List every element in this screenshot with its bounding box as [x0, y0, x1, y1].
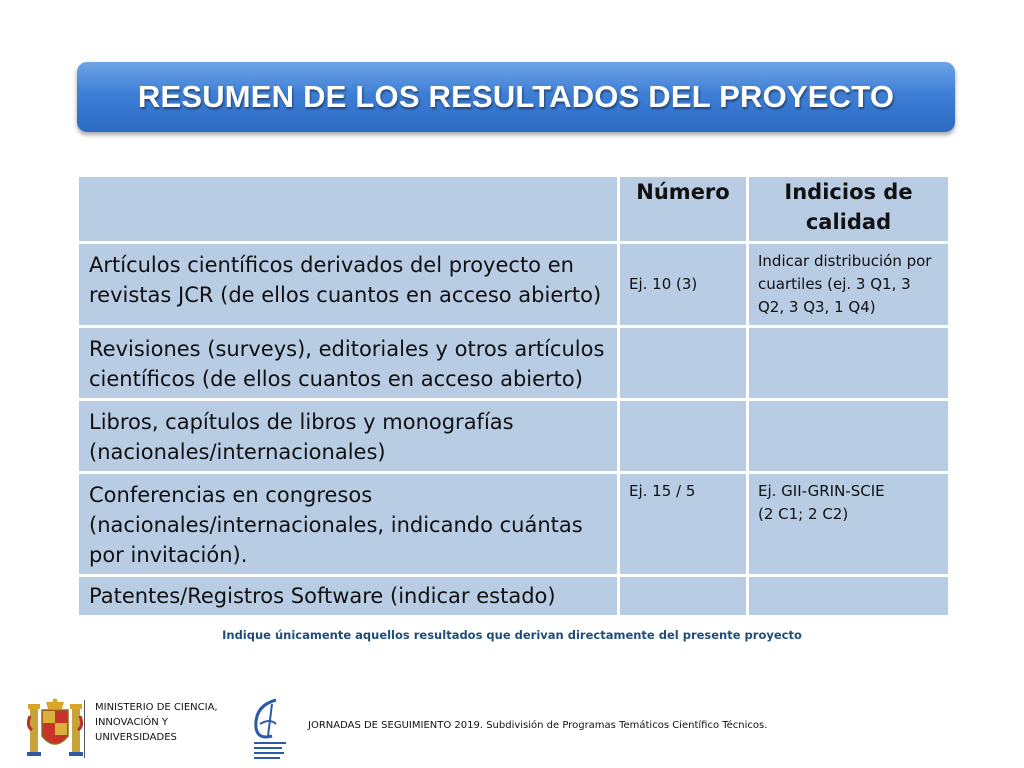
- row-numero: Ej. 15 / 5: [619, 473, 748, 576]
- footnote: Indique únicamente aquellos resultados que derivan directamente del presente proyecto: [222, 628, 802, 642]
- table-row: [78, 243, 950, 327]
- table-header-row: [78, 176, 950, 243]
- row-calidad: [748, 327, 950, 400]
- header-calidad: Indicios de calidad: [748, 176, 950, 243]
- row-calidad: Indicar distribución por cuartiles (ej. 3 Q1, 3 Q2, 3 Q3, 1 Q4): [748, 243, 950, 327]
- coat-of-arms-logo: [24, 696, 86, 760]
- table-row: [78, 576, 950, 617]
- ministry-name: MINISTERIO DE CIENCIA, INNOVACIÓN Y UNIVERSIDADES: [84, 700, 245, 758]
- row-numero: Ej. 10 (3): [619, 243, 748, 327]
- row-calidad: [748, 400, 950, 473]
- row-item: Libros, capítulos de libros y monografías (nacionales/internacionales): [78, 400, 619, 473]
- results-table: [76, 174, 951, 618]
- table-row: [78, 473, 950, 576]
- row-numero: [619, 400, 748, 473]
- row-numero: [619, 576, 748, 617]
- row-item: Artículos científicos derivados del proyecto en revistas JCR (de ellos cuantos en acceso abierto): [78, 243, 619, 327]
- table-row: [78, 400, 950, 473]
- row-item: Conferencias en congresos (nacionales/internacionales, indicando cuántas por invitación).: [78, 473, 619, 576]
- event-footer-text: JORNADAS DE SEGUIMIENTO 2019. Subdivisión de Programas Temáticos Científico Técnicos.: [308, 720, 768, 731]
- row-calidad: Ej. GII-GRIN-SCIE (2 C1; 2 C2): [748, 473, 950, 576]
- title-banner: [77, 62, 955, 132]
- header-item: [78, 176, 619, 243]
- row-numero: [619, 327, 748, 400]
- row-calidad: [748, 576, 950, 617]
- table-row: [78, 327, 950, 400]
- header-numero: Número: [619, 176, 748, 243]
- page-title: RESUMEN DE LOS RESULTADOS DEL PROYECTO: [137, 79, 895, 114]
- row-item: Revisiones (surveys), editoriales y otros artículos científicos (de ellos cuantos en acceso abierto): [78, 327, 619, 400]
- row-item: Patentes/Registros Software (indicar estado): [78, 576, 619, 617]
- agency-logo: [246, 696, 294, 762]
